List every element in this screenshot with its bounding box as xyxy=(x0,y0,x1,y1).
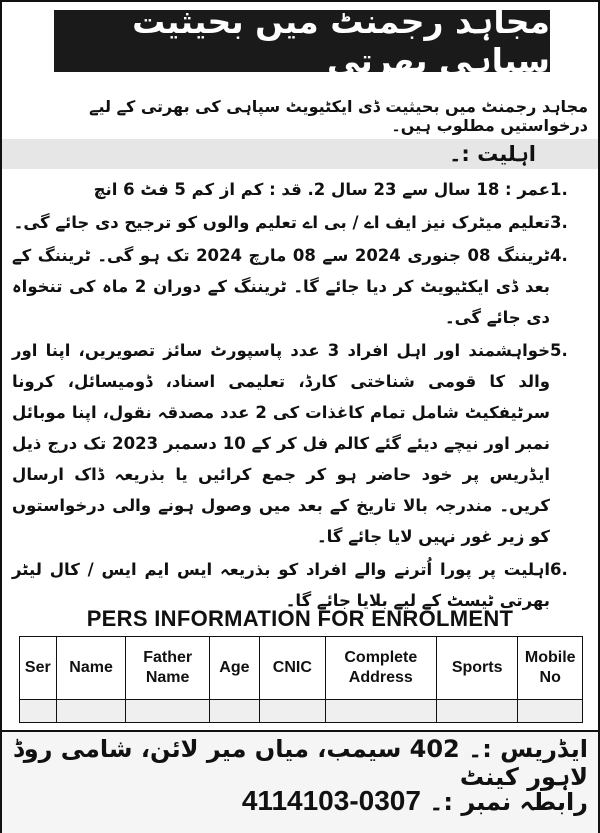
intro-text: مجاہد رجمنٹ میں بحیثیت ڈی ایکٹیویٹ سپاہی کی بھرتی کے لیے درخواستیں مطلوب ہیں۔ xyxy=(89,97,588,135)
column-header: Complete Address xyxy=(325,637,436,700)
item-text: تعلیم میٹرک نیز ایف اے / بی اے تعلیم والوں کو ترجیح دی جائے گی۔ xyxy=(13,213,550,232)
column-header: Sports xyxy=(436,637,518,700)
table-row xyxy=(20,700,583,723)
list-item xyxy=(12,335,588,552)
column-header: Father Name xyxy=(126,637,209,700)
column-header: Name xyxy=(56,637,126,700)
form-cell[interactable] xyxy=(126,700,209,723)
column-header: Mobile No xyxy=(518,637,583,700)
item-number: 1. xyxy=(550,180,568,199)
item-text: عمر : 18 سال سے 23 سال 2. قد : کم از کم 5 فٹ 6 انچ xyxy=(93,180,550,199)
list-item xyxy=(12,207,588,238)
column-header: CNIC xyxy=(259,637,325,700)
requirements-list xyxy=(12,174,588,618)
item-number: 3. xyxy=(550,213,568,232)
form-cell[interactable] xyxy=(209,700,259,723)
address-line xyxy=(8,735,588,791)
item-text: خواہشمند اور اہل افراد 3 عدد پاسپورٹ سائز تصویریں، اپنا اور والد کا قومی شناختی کارڈ، تعلیمی اسناد، ڈومیسائل، کرونا سرٹیفکیٹ شامل تمام کاغذات کی 2 عدد مصدقہ نقول، اپنا موبائل نمبر اور نیچے دیئے گئے کالم فل کر کے 10 دسمبر 2023 تک درج ذیل ایڈریس پر خود حاضر ہو کر جمع کرائیں یا بذریعہ ڈاک ارسال کریں۔ مندرجہ بالا تاریخ کے بعد میں وصول ہونے والی درخواستوں کو زیر غور نہیں لایا جائے گا۔ xyxy=(12,341,550,546)
list-item xyxy=(12,174,588,205)
phone-number: 0307-4114103 xyxy=(241,785,421,816)
form-cell[interactable] xyxy=(56,700,126,723)
form-cell[interactable] xyxy=(20,700,57,723)
page-title: مجاہد رجمنٹ میں بحیثیت سپاہی بھرتی xyxy=(54,10,550,72)
item-text: ٹریننگ 08 جنوری 2024 سے 08 مارچ 2024 تک ہو گی۔ ٹریننگ کے بعد ڈی ایکٹیویٹ کر دیا جائے گا۔ ٹریننگ کے دوران 2 ماہ کی تنخواہ دی جائے گی۔ xyxy=(12,246,550,327)
item-number: 5. xyxy=(550,341,568,360)
form-title: PERS INFORMATION FOR ENROLMENT xyxy=(86,606,514,631)
table-header-row xyxy=(20,637,583,700)
item-number: 4. xyxy=(550,246,568,265)
header xyxy=(2,2,598,88)
column-header: Ser xyxy=(20,637,57,700)
list-item xyxy=(12,240,588,333)
column-header: Age xyxy=(209,637,259,700)
phone-label: رابطہ نمبر :۔ xyxy=(429,788,588,816)
item-text: اہلیت پر پورا اُترنے والے افراد کو بذریعہ ایس ایم ایس / کال لیٹر بھرتی ٹیسٹ کے لیے بلایا جائے گا۔ xyxy=(12,560,550,610)
enrolment-table xyxy=(19,636,583,723)
phone-line xyxy=(8,785,588,817)
qualification-heading: اہلیت :۔ xyxy=(449,142,536,166)
form-cell[interactable] xyxy=(325,700,436,723)
item-number: 6. xyxy=(550,560,568,579)
form-cell[interactable] xyxy=(436,700,518,723)
address-value: 402 سیمب، میاں میر لائن، شامی روڈ لاہور کینٹ xyxy=(13,735,588,791)
address-label: ایڈریس :۔ xyxy=(468,735,588,763)
form-cell[interactable] xyxy=(259,700,325,723)
form-cell[interactable] xyxy=(518,700,583,723)
